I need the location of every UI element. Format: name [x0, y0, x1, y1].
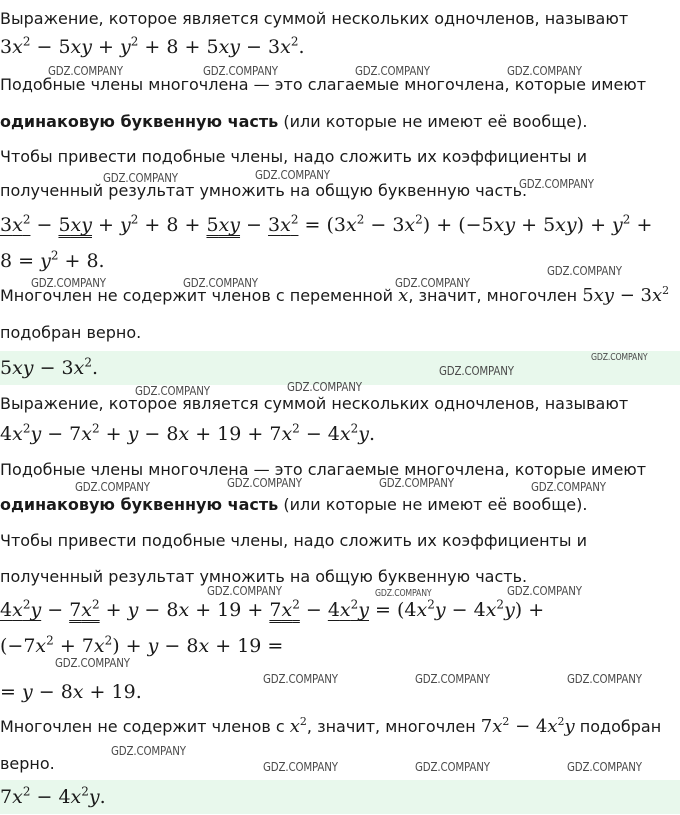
- ex2-check-text-c: подобран: [574, 717, 662, 736]
- watermark: GDZ.COMPANY: [48, 63, 123, 78]
- ex1-check-text-b: , значит, многочлен: [408, 286, 583, 305]
- ex1-expression: $3x^2 - 5xy + y^2 + 8 + 5xy - 3x^2$.: [0, 34, 305, 58]
- ex1-solution-line2: $8 = y^2 + 8$.: [0, 248, 105, 272]
- watermark: GDZ.COMPANY: [55, 655, 130, 670]
- watermark: GDZ.COMPANY: [567, 671, 642, 686]
- watermark: GDZ.COMPANY: [263, 759, 338, 774]
- ex2-def-line2: [0, 494, 587, 516]
- ex2-solution-line2: $(-7x^2 + 7x^2) + y - 8x + 19$ =: [0, 633, 284, 657]
- ex1-check-line2: подобран верно.: [0, 323, 142, 342]
- ex1-answer: $5xy - 3x^2$.: [0, 355, 99, 379]
- watermark: GDZ.COMPANY: [375, 588, 432, 599]
- watermark: GDZ.COMPANY: [547, 263, 622, 278]
- watermark: GDZ.COMPANY: [227, 475, 302, 490]
- ex2-check-text-a: Многочлен не содержит членов с: [0, 717, 290, 736]
- watermark: GDZ.COMPANY: [255, 167, 330, 182]
- watermark: GDZ.COMPANY: [519, 176, 594, 191]
- ex1-def-line2: [0, 111, 587, 133]
- ex2-solution-line1: $4x^2y - 7x^2 + y - 8x + 19 + 7x^2 - 4x^2y = (4x^2y - 4x^2y)$ +: [0, 597, 545, 621]
- watermark: GDZ.COMPANY: [507, 583, 582, 598]
- watermark: GDZ.COMPANY: [415, 671, 490, 686]
- ex1-intro: Выражение, которое является суммой нескольких одночленов, называют: [0, 9, 629, 28]
- ex2-def-line1: Подобные члены многочлена — это слагаемые многочлена, которые имеют: [0, 460, 647, 479]
- watermark: GDZ.COMPANY: [287, 379, 362, 394]
- ex2-check-line1: Многочлен не содержит членов с $x^2$, значит, многочлен $7x^2 - 4x^2y$ подобран: [0, 715, 662, 737]
- watermark: GDZ.COMPANY: [111, 743, 186, 758]
- watermark: GDZ.COMPANY: [103, 170, 178, 185]
- ex2-solution-line3: = y − 8x + 19.: [0, 681, 142, 703]
- ex2-answer-box: [0, 780, 680, 814]
- watermark: GDZ.COMPANY: [531, 479, 606, 494]
- ex1-solution-line1: $3x^2 - 5xy + y^2 + 8 + 5xy - 3x^2 = (3x^2 - 3x^2) + (-5xy + 5xy) + y^2$ +: [0, 212, 653, 236]
- watermark: GDZ.COMPANY: [507, 63, 582, 78]
- ex2-rule-line1: Чтобы привести подобные члены, надо сложить их коэффициенты и: [0, 531, 587, 550]
- ex2-check-line2: верно.: [0, 754, 55, 773]
- watermark: GDZ.COMPANY: [379, 475, 454, 490]
- watermark: GDZ.COMPANY: [395, 275, 470, 290]
- watermark: GDZ.COMPANY: [591, 352, 648, 363]
- watermark: GDZ.COMPANY: [203, 63, 278, 78]
- watermark: GDZ.COMPANY: [75, 479, 150, 494]
- watermark: GDZ.COMPANY: [415, 759, 490, 774]
- ex2-answer: $7x^2 - 4x^2y$.: [0, 784, 106, 808]
- ex2-expression: $4x^2y - 7x^2 + y - 8x + 19 + 7x^2 - 4x^2y$.: [0, 421, 376, 445]
- ex1-def-bold: одинаковую буквенную часть: [0, 112, 279, 131]
- ex1-check-text-a: Многочлен не содержит членов с переменной: [0, 286, 399, 305]
- watermark: GDZ.COMPANY: [135, 383, 210, 398]
- ex2-intro: Выражение, которое является суммой нескольких одночленов, называют: [0, 394, 629, 413]
- watermark: GDZ.COMPANY: [207, 583, 282, 598]
- ex2-check-text-b: , значит, многочлен: [306, 717, 481, 736]
- watermark: GDZ.COMPANY: [263, 671, 338, 686]
- watermark: GDZ.COMPANY: [31, 275, 106, 290]
- watermark: GDZ.COMPANY: [567, 759, 642, 774]
- watermark: GDZ.COMPANY: [355, 63, 430, 78]
- ex1-def-line1: Подобные члены многочлена — это слагаемые многочлена, которые имеют: [0, 75, 647, 94]
- watermark: GDZ.COMPANY: [439, 363, 514, 378]
- ex2-def-rest: (или которые не имеют её вообще).: [278, 495, 588, 514]
- ex2-rule-line2: полученный результат умножить на общую буквенную часть.: [0, 567, 528, 586]
- ex1-check-line1: Многочлен не содержит членов с переменной x, значит, многочлен $5xy - 3x^2$: [0, 284, 670, 306]
- ex2-def-bold: одинаковую буквенную часть: [0, 495, 279, 514]
- watermark: GDZ.COMPANY: [183, 275, 258, 290]
- ex1-rule-line1: Чтобы привести подобные члены, надо сложить их коэффициенты и: [0, 147, 587, 166]
- ex1-rule-line2: полученный результат умножить на общую буквенную часть.: [0, 181, 528, 200]
- ex1-def-rest: (или которые не имеют её вообще).: [278, 112, 588, 131]
